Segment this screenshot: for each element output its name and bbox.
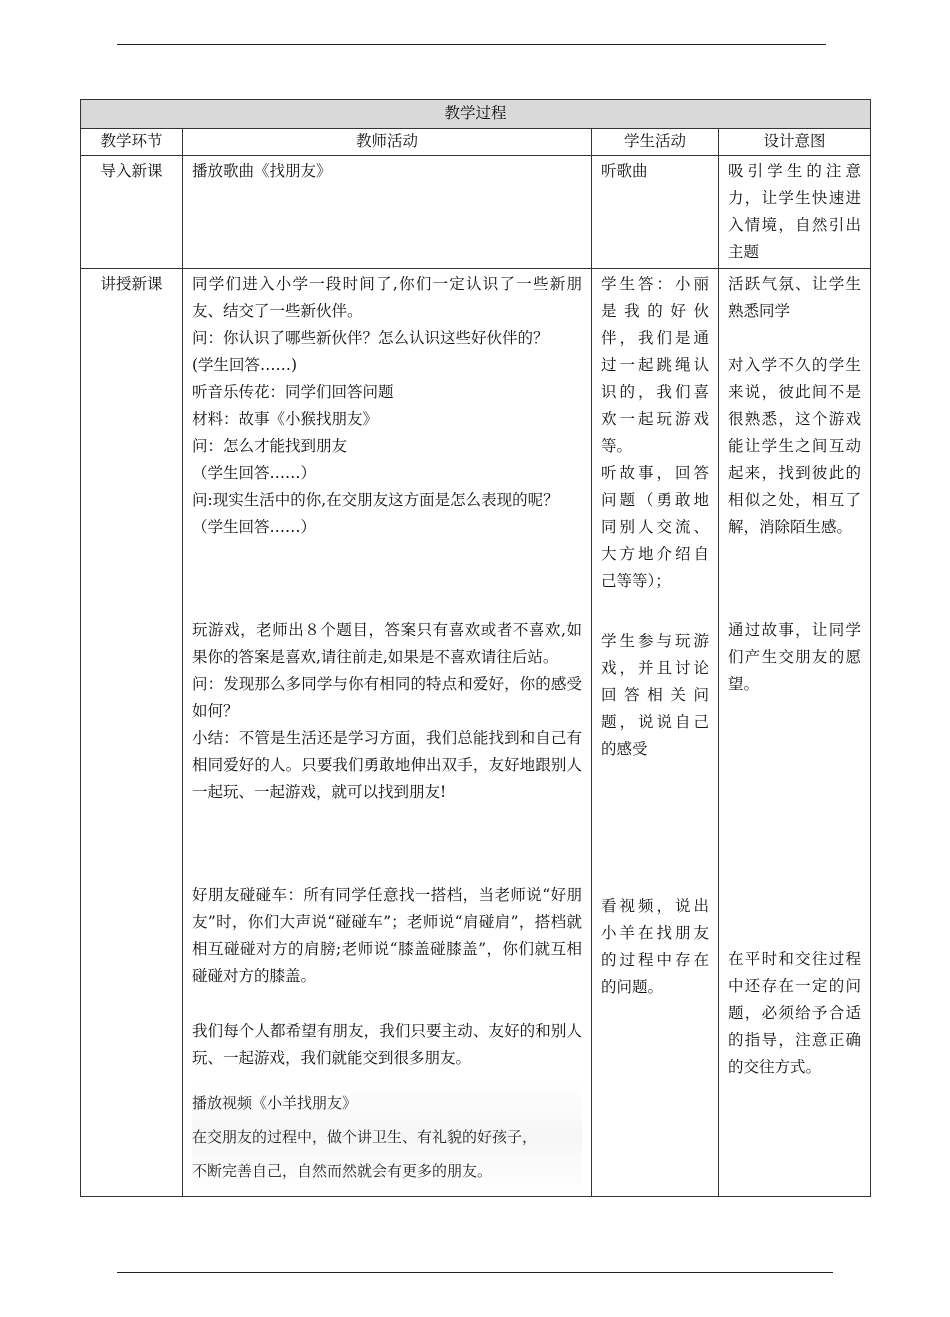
video-caption-line: 不断完善自己，自然而然就会有更多的朋友。: [192, 1162, 493, 1180]
teacher-text: 问:现实生活中的你,在交朋友这方面是怎么表现的呢？: [192, 491, 559, 509]
student-cell: [592, 269, 719, 1197]
design-cell: [719, 156, 871, 269]
teacher-text: 播放歌曲《找朋友》: [192, 162, 332, 180]
teacher-text: （学生回答……）: [192, 518, 317, 536]
teacher-text: 玩游戏，老师出８个题目，答案只有喜欢或者不喜欢,如果你的答案是喜欢,请往前走,如果是不喜欢请往后站。: [192, 621, 582, 666]
design-text: 活跃气氛、让学生熟悉同学: [728, 275, 862, 320]
video-frame: [192, 1080, 582, 1194]
teacher-text: 问：发现那么多同学与你有相同的特点和爱好，你的感受如何？: [192, 675, 582, 720]
student-text: 看视频，说出小羊在找朋友的过程中存在的问题。: [601, 897, 709, 996]
student-text: 学生答：小丽是我的好伙伴，我们是通过一起跳绳认识的，我们喜欢一起玩游戏等。: [601, 275, 709, 455]
header-stage: 教学环节: [81, 129, 183, 156]
header-design-intent: 设计意图: [719, 129, 871, 156]
table-title-row: [81, 100, 871, 129]
header-teacher-activity: 教师活动: [183, 129, 592, 156]
footer-rule: [117, 1272, 833, 1273]
teacher-text: （学生回答……）: [192, 464, 317, 482]
lesson-process-table: [80, 99, 871, 1197]
teacher-text: (学生回答……): [192, 356, 298, 374]
teacher-cell: [183, 269, 592, 1197]
video-caption-line: 在交朋友的过程中，做个讲卫生、有礼貌的好孩子，: [192, 1128, 538, 1146]
student-cell: [592, 156, 719, 269]
design-text: 对入学不久的学生来说，彼此间不是很熟悉，这个游戏能让学生之间互动起来，找到彼此的相似之处，相互了解，消除陌生感。: [728, 356, 862, 536]
header-student-activity: 学生活动: [592, 129, 719, 156]
design-text: 吸引学生的注意力，让学生快速进入情境，自然引出主题: [728, 162, 862, 261]
teacher-text: 问：怎么才能找到朋友: [192, 437, 348, 455]
student-text: 听歌曲: [601, 162, 648, 180]
stage-cell: 讲授新课: [81, 269, 183, 1197]
design-text: 在平时和交往过程中还存在一定的问题，必须给予合适的指导，注意正确的交往方式。: [728, 950, 862, 1076]
teacher-cell: [183, 156, 592, 269]
table-header-row: [81, 129, 871, 156]
header-rule: [117, 44, 826, 45]
teacher-text: 材料：故事《小猴找朋友》: [192, 410, 379, 428]
student-text: 学生参与玩游戏，并且讨论回答相关问题，说说自己的感受: [601, 632, 709, 758]
table-title: 教学过程: [81, 100, 871, 129]
teacher-text: 我们每个人都希望有朋友，我们只要主动、友好的和别人玩、一起游戏，我们就能交到很多朋友。: [192, 1022, 582, 1067]
teacher-text: 小结：不管是生活还是学习方面，我们总能找到和自己有相同爱好的人。只要我们勇敢地伸出双手，友好地跟别人一起玩、一起游戏，就可以找到朋友!: [192, 729, 582, 801]
teacher-text: 好朋友碰碰车：所有同学任意找一搭档，当老师说“好朋友”时，你们大声说“碰碰车”；老师说“肩碰肩”，搭档就相互碰碰对方的肩膀;老师说“膝盖碰膝盖”，你们就互相碰碰对方的膝盖。: [192, 886, 582, 985]
stage-cell: 导入新课: [81, 156, 183, 269]
teacher-text: 同学们进入小学一段时间了,你们一定认识了一些新朋友、结交了一些新伙伴。: [192, 275, 582, 320]
design-text: 通过故事，让同学们产生交朋友的愿望。: [728, 621, 862, 693]
table-row-intro: [81, 156, 871, 269]
teacher-text: 问：你认识了哪些新伙伴？怎么认识这些好伙伴的？: [192, 329, 549, 347]
table-row-new-lesson: [81, 269, 871, 1197]
video-caption-title: 播放视频《小羊找朋友》: [192, 1094, 358, 1112]
design-cell: [719, 269, 871, 1197]
teacher-text: 听音乐传花：同学们回答问题: [192, 383, 394, 401]
student-text: 听故事，回答问题（勇敢地同别人交流、大方地介绍自己等等）；: [601, 464, 709, 590]
